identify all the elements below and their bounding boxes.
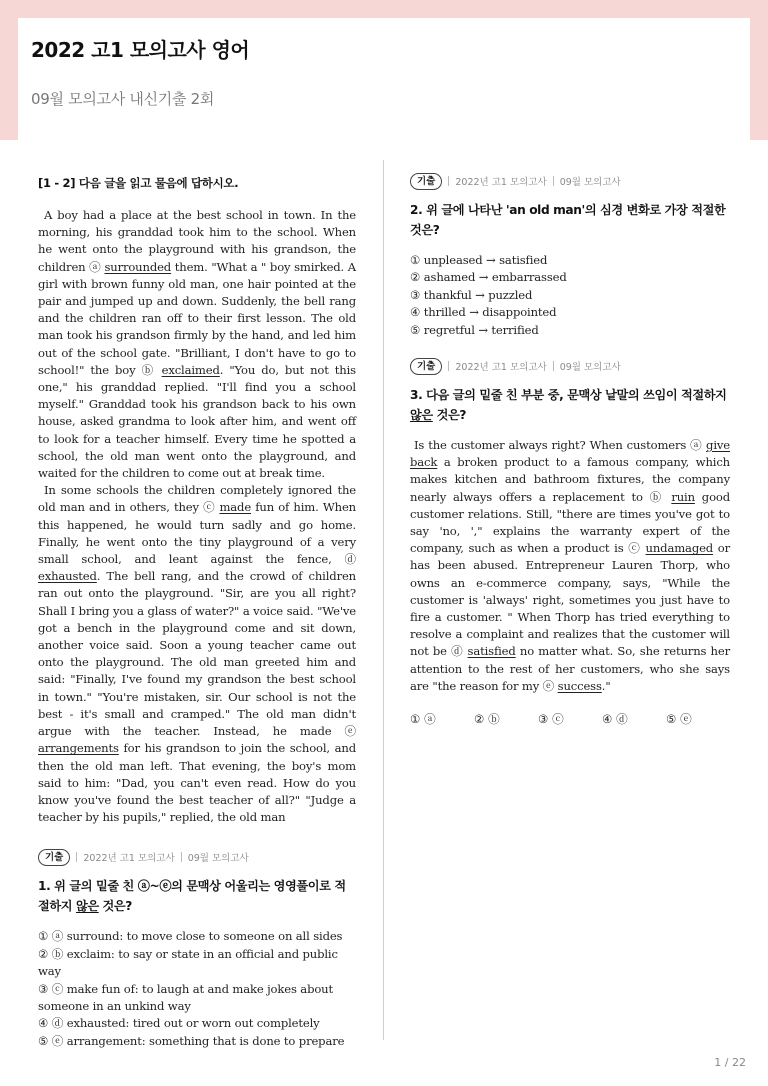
passage-text: . "You do, but not this one," his granddad replied. "I'll find you a school myself." Granddad took his grandson back to his own house, asked grandma to look after him, and went off to look for a teacher himself. Every time he spotted a school, the old man went onto the playground, and waited for the children to come out at break time. [38,362,356,481]
source-year: 2022년 고1 모의고사 [83,853,175,865]
passage-text: . The bell rang, and the crowd of children ran out onto the playground. "Sir, are you all right? Shall I bring you a glass of water?" a voice said. "We've got a bench in the playground come and sit down, another voice said. Soon a young teacher came out onto the playground. The old man greeted him and said: "Finally, I've found my grandson the best school in town." "You're mistaken, sir. Our school is not the best - it's small and cramped." The old man didn't argue with the teacher. Instead, he made ⓔ [38,569,356,739]
source-month: 09월 모의고사 [187,853,249,865]
source-year: 2022년 고1 모의고사 [455,177,547,188]
option-5[interactable]: ⑤ regretful → terrified [410,322,539,337]
option-3[interactable]: ③ ⓒ make fun of: to laugh at and make jokes about someone in an unkind way [38,981,333,1013]
column-divider [383,160,384,1040]
option-5[interactable]: ⑤ ⓔ arrangement: something that is done to prepare [38,1033,345,1048]
option-3[interactable]: ③ thankful → puzzled [410,287,533,302]
source-tag-row [410,357,730,375]
tag-separator [553,176,554,186]
page-indicator: 1 / 22 [714,1056,746,1069]
underlined-word-e: success [557,678,602,693]
underlined-word-a: give back [410,438,730,470]
answer-options [410,252,730,339]
passage-text: Is the customer always right? When customers ⓐ [414,438,707,453]
passage-heading: [1 - 2] 다음 글을 읽고 물음에 답하시오. [38,176,239,190]
passage-text: A boy had a place at the best school in town. In the morning, his granddad took him to the school. When he went onto the playground with his grandson, the children ⓐ [38,208,356,274]
passage-text: fun of him. When this happened, he would turn sadly and go home. Finally, he went onto the tiny playground of a very small school, and leant against the fence, ⓓ [38,500,356,567]
question-passage [410,437,730,695]
tag-separator [76,852,77,862]
source-tag-row [38,848,356,866]
option-4[interactable]: ④ thrilled → disappointed [410,305,557,320]
question-2 [410,172,730,339]
question-title-emphasis: 않은 [410,408,433,423]
source-tag: 기출 [410,358,442,375]
underlined-word-e: arrangements [38,741,119,756]
passage-text: them. "What a " boy smirked. A girl with brown funny old man, one hair pointed at the pair and jumped up and down. Suddenly, the bell rang and the children ran off to their first lesson. The old man took his grandson firmly by the hand, and led him out of the school gate. "Brilliant, I don't have to go to school!" the boy ⓑ [38,259,357,377]
passage-text: or has been abused. Entrepreneur Lauren Thorp, who owns an e-commerce company, says, "While the customer is 'always' right, sometimes you just have to fire a customer. " When Thorp has tried everything to resolve a complaint and realizes that the customer will not be ⓓ [410,541,731,659]
source-month: 09월 모의고사 [559,362,621,374]
answer-options [38,928,356,1050]
reading-passage [38,207,356,826]
underlined-word-d: exhausted [38,569,97,584]
choice-1[interactable]: ① ⓐ [410,712,436,727]
answer-choices [410,711,730,727]
source-tag: 기출 [410,173,442,190]
question-title-text: 것은? [432,408,467,423]
option-2[interactable]: ② ⓑ exclaim: to say or state in an official and public way [38,946,338,979]
right-column [410,172,730,727]
question-title-emphasis: 않은 [75,899,99,914]
underlined-word-c: made [219,500,252,515]
option-1[interactable]: ① unpleased → satisfied [410,253,548,267]
page-title: 2022 고1 모의고사 영어 [31,38,250,62]
question-title-text: 1. 위 글의 밑줄 친 ⓐ~ⓔ의 문맥상 어울리는 영영풀이로 적절하지 [38,879,346,914]
passage-text: for his grandson to join the school, and then the old man left. That evening, the boy's mom said to him: "Dad, you can't even read. How do you know you've found the best teacher of all?" "Judge a teacher by his pupils," replied, the old man [38,741,356,825]
question-title: 2. 위 글에 나타난 'an old man'의 심경 변화로 가장 적절한 것은? [410,203,726,237]
choice-5[interactable]: ⑤ ⓔ [666,712,692,727]
tag-separator [553,361,554,371]
option-2[interactable]: ② ashamed → embarrassed [410,270,567,285]
passage-text: a broken product to a famous company, which makes kitchen and bathroom fixtures, the company nearly always offers a replacement to ⓑ [410,455,730,504]
passage-text: good customer relations. Still, "there are times you've got to say 'no, '," explains the warranty expert of the company, such as when a product is ⓒ [410,489,730,556]
choice-2[interactable]: ② ⓑ [474,712,500,727]
tag-separator [181,852,182,862]
question-title-text: 3. 다음 글의 밑줄 친 부분 중, 문맥상 낱말의 쓰임이 적절하지 [410,388,727,403]
question-title [410,385,730,425]
underlined-word-b: ruin [671,489,695,504]
passage-text: ." [601,678,611,693]
tag-separator [448,361,449,371]
passage-text: no matter what. So, she returns her attention to the rest of her customers, who she says are "the reason for my ⓔ [410,644,730,693]
option-4[interactable]: ④ ⓓ exhausted: tired out or worn out completely [38,1016,320,1031]
question-title-text: 것은? [98,899,132,914]
passage-paragraph-1 [38,207,356,482]
choice-4[interactable]: ④ ⓓ [602,712,628,727]
passage-paragraph-2 [38,482,356,826]
underlined-word-c: undamaged [645,541,714,556]
underlined-word-d: satisfied [467,644,516,659]
source-tag: 기출 [38,849,70,866]
choice-3[interactable]: ③ ⓒ [538,712,564,727]
page-subtitle: 09월 모의고사 내신기출 2회 [31,90,215,108]
question-passage-paragraph [410,437,730,695]
source-year: 2022년 고1 모의고사 [455,362,547,374]
source-tag-row [410,172,730,190]
option-1[interactable]: ① ⓐ surround: to move close to someone on all sides [38,929,343,944]
question-title [38,876,356,916]
tag-separator [448,176,449,186]
question-1 [38,848,356,1050]
underlined-word-b: exclaimed [161,362,220,377]
passage-text: In some schools the children completely ignored the old man and in others, they ⓒ [38,483,356,515]
left-column [38,172,356,1050]
source-month: 09월 모의고사 [559,177,621,188]
underlined-word-a: surrounded [104,259,172,274]
question-3 [410,357,730,727]
